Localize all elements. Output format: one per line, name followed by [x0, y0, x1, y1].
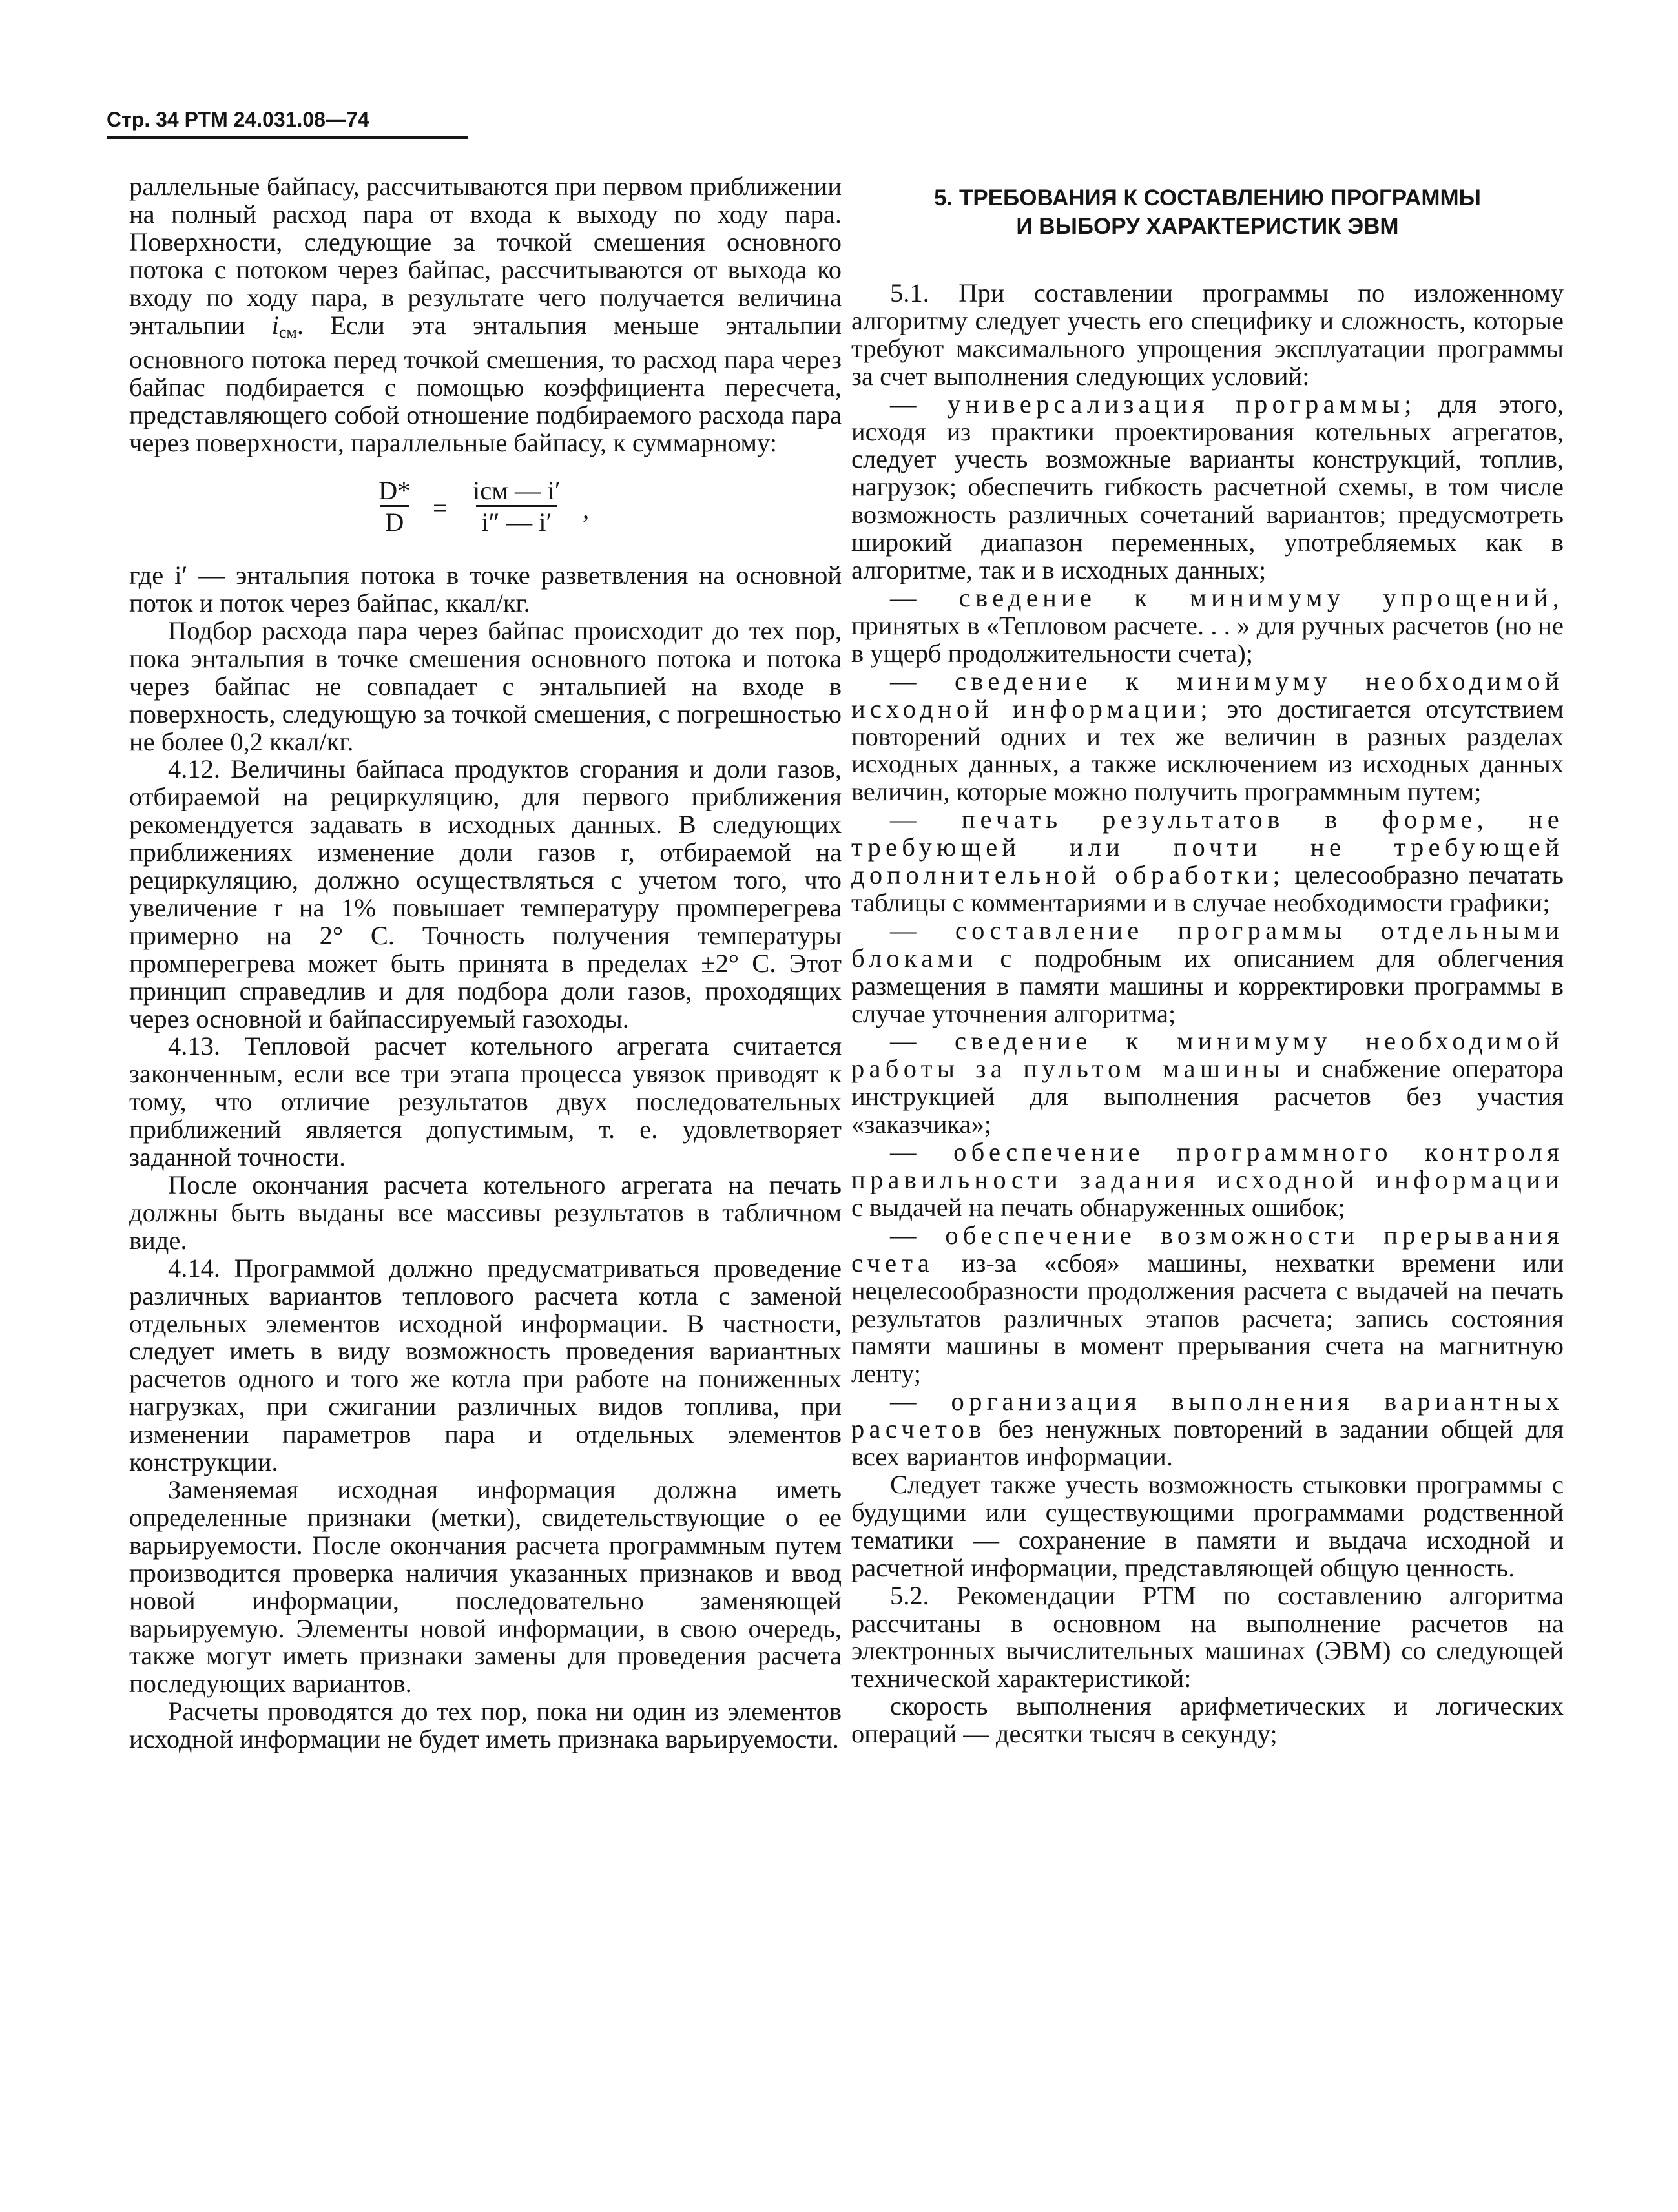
list-item-lead: — сведение к минимуму необходимой исходной информации;: [851, 666, 1564, 723]
left-column: [129, 173, 842, 1753]
list-item: — составление программы отдельными блоками с подробным их описанием для облегчения размещения в памяти машины и корректировки программы в случае уточнения алгоритма;: [851, 915, 1564, 1028]
section-title-line-1: 5. ТРЕБОВАНИЯ К СОСТАВЛЕНИЮ ПРОГРАММЫ: [934, 185, 1481, 211]
formula-denominator-right: i″ — i′: [476, 505, 557, 538]
enthalpy-subscript: см: [278, 322, 297, 342]
list-item-lead: — универсализация программы;: [890, 389, 1416, 419]
page-header: Стр. 34 РТМ 24.031.08—74: [107, 107, 468, 139]
list-item-lead: — сведение к минимуму упрощений,: [890, 583, 1564, 612]
bypass-ratio-formula: [129, 477, 842, 543]
formula-fraction-right: [468, 477, 566, 538]
paragraph-4-12: 4.12. Величины байпаса продуктов сгорания и доли газов, отбираемой на рециркуляцию, для первого приближения рекомендуется задавать в исходных данных. В следующих приближениях изменение доли газов r, отбираемой на рециркуляцию, должно осуществляться с учетом того, что увеличение r на 1% повышает температуру промперегрева примерно на 2° С. Точность получения температуры промперегрева может быть принята в пределах ±2° С. Этот принцип справедлив и для подбора доли газов, проходящих через основной и байпассируемый газоходы.: [129, 754, 842, 1033]
list-item-lead: — обеспечение программного контроля правильности задания исходной информации: [851, 1137, 1564, 1194]
formula-numerator-left: D*: [378, 476, 411, 506]
formula-comma: ,: [583, 495, 590, 524]
list-item: — организация выполнения вариантных расчетов без ненужных повторений в задании общей для всех вариантов информации.: [851, 1387, 1564, 1472]
paragraph-after-calc: После окончания расчета котельного агрегата на печать должны быть выданы все массивы результатов в табличном виде.: [129, 1170, 842, 1255]
list-item: — печать результатов в форме, не требующей или почти не требующей дополнительной обработки; целесообразно печатать таблицы с комментариями и в случае необходимости графики;: [851, 805, 1564, 917]
list-item-lead: — печать результатов в форме, не требующей или почти не требующей дополнительной обработки;: [851, 805, 1564, 890]
formula-numerator-right: iсм — i′: [473, 476, 561, 506]
list-item: — обеспечение возможности прерывания счета из-за «сбоя» машины, нехватки времени или нецелесообразности продолжения расчета с выдачей на печать результатов различных этапов расчета; запись состояния памяти машины в момент прерывания счета на магнитную ленту;: [851, 1220, 1564, 1389]
list-item-lead: — обеспечение возможности прерывания счета: [851, 1220, 1564, 1277]
enthalpy-symbol: i: [271, 310, 279, 340]
formula-fraction-left: [373, 477, 416, 538]
list-item-lead: — организация выполнения вариантных расчетов: [851, 1387, 1564, 1444]
formula-denominator-left: D: [380, 505, 409, 538]
list-item-lead: — сведение к минимуму необходимой работы за пультом машины: [851, 1026, 1564, 1084]
right-column: [851, 184, 1564, 1748]
paragraph-calc-until: Расчеты проводятся до тех пор, пока ни один из элементов исходной информации не будет иметь признака варьируемости.: [129, 1697, 842, 1754]
list-item-lead: — составление программы отдельными блоками: [851, 915, 1564, 973]
paragraph-speed: скорость выполнения арифметических и логических операций — десятки тысяч в секунду;: [851, 1691, 1564, 1749]
list-item: — обеспечение программного контроля правильности задания исходной информации с выдачей на печать обнаруженных ошибок;: [851, 1137, 1564, 1222]
paragraph-4-14: 4.14. Программой должно предусматриваться проведение различных вариантов теплового расчета котла с заменой отдельных элементов исходной информации. В частности, следует иметь в виду возможность проведения вариантных расчетов одного и того же котла при работе на пониженных нагрузках, при сжигании различных видов топлива, при изменении параметров пара и отдельных элементов конструкции.: [129, 1253, 842, 1477]
list-item: — сведение к минимуму необходимой работы за пультом машины и снабжение оператора инструкцией для выполнения расчетов без участия «заказчика»;: [851, 1026, 1564, 1139]
paragraph-continuation: раллельные байпасу, рассчитываются при первом приближении на полный расход пара от входа к выходу по ходу пара. Поверхности, следующие за точкой смешения основного потока с потоком через байпас, рассчитываются от выхода ко входу по ходу пара, в результате чего получается величина энтальпии $i_{см}$. Если эта энтальпия меньше энтальпии основного потока перед точкой смешения, то расход пара через байпас подбирается с помощью коэффициента пересчета, представляющего собой отношение подбираемого расхода пара через поверхности, параллельные байпасу, к суммарному:: [129, 172, 842, 458]
paragraph-5-1: 5.1. При составлении программы по изложенному алгоритму следует учесть его специфику и сложность, которые требуют максимального упрощения эксплуатации программы за счет выполнения следующих условий:: [851, 278, 1564, 391]
section-title-line-2: И ВЫБОРУ ХАРАКТЕРИСТИК ЭВМ: [1016, 214, 1399, 239]
paragraph-replaceable-info: Заменяемая исходная информация должна иметь определенные признаки (метки), свидетельствующие о ее варьируемости. После окончания расчета программным путем производится проверка наличия указанных признаков и ввод новой информации, последовательно заменяющей варьируемую. Элементы новой информации, в свою очередь, также могут иметь признаки замены для проведения расчета последующих вариантов.: [129, 1474, 842, 1699]
list-item: — универсализация программы; для этого, исходя из практики проектирования котельных агрегатов, следует учесть возможные варианты конструкций, топлив, нагрузок; обеспечить гибкость расчетной схемы, в том числе возможность различных сочетаний вариантов; предусмотреть широкий диапазон переменных, употребляемых как в алгоритме, так и в исходных данных;: [851, 389, 1564, 585]
paragraph-5-2: 5.2. Рекомендации РТМ по составлению алгоритма рассчитаны в основном на выполнение расчетов на электронных вычислительных машинах (ЭВМ) со следующей технической характеристикой:: [851, 1580, 1564, 1693]
section-5-title: [851, 184, 1564, 241]
formula-equals: =: [433, 493, 448, 523]
paragraph-docking: Следует также учесть возможность стыковки программы с будущими или существующими программами родственной тематики — сохранение в памяти и выдача исходной и расчетной информации, представляющей общую ценность.: [851, 1469, 1564, 1582]
paragraph-where: где i′ — энтальпия потока в точке разветвления на основной поток и поток через байпас, ккал/кг.: [129, 561, 842, 617]
list-item: — сведение к минимуму упрощений, принятых в «Тепловом расчете. . . » для ручных расчетов (но не в ущерб продолжительности счета);: [851, 583, 1564, 668]
paragraph-4-13: 4.13. Тепловой расчет котельного агрегата считается законченным, если все три этапа процесса увязок приводят к тому, что отличие результатов двух последовательных приближений является допустимым, т. е. удовлетворяет заданной точности.: [129, 1031, 842, 1172]
paragraph-bypass-selection: Подбор расхода пара через байпас происходит до тех пор, пока энтальпия в точке смешения основного потока и потока через байпас не совпадает с энтальпией на входе в поверхность, следующую за точкой смешения, с погрешностью не более 0,2 ккал/кг.: [129, 615, 842, 756]
list-item: — сведение к минимуму необходимой исходной информации; это достигается отсутствием повторений одних и тех же величин в разных разделах исходных данных, а также исключением из исходных данных величин, которые можно получить программным путем;: [851, 666, 1564, 807]
